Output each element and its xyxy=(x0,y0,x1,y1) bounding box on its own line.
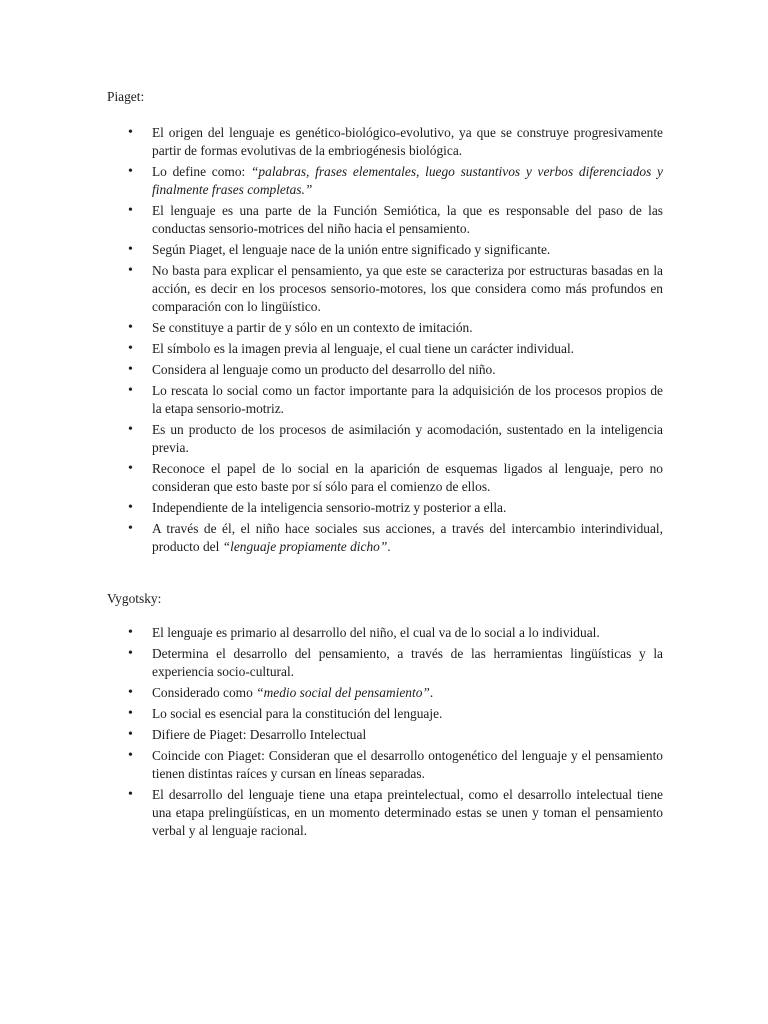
section-title-vygotsky: Vygotsky: xyxy=(107,591,162,606)
list-item: • El origen del lenguaje es genético-biológico-evolutivo, ya que se construye progresivamente partir de formas evolutivas de la embriogénesis biológica. xyxy=(107,124,663,160)
list-item: • Se constituye a partir de y sólo en un contexto de imitación. xyxy=(107,319,663,337)
item-text: Lo define como: xyxy=(152,164,251,179)
list-item: • El símbolo es la imagen previa al lenguaje, el cual tiene un carácter individual. xyxy=(107,340,663,358)
list-item: • Determina el desarrollo del pensamiento, a través de las herramientas lingüísticas y la experiencia socio-cultural. xyxy=(107,645,663,681)
list-item xyxy=(107,520,663,556)
quoted-phrase: “medio social del pensamiento” xyxy=(256,685,430,700)
list-item xyxy=(107,684,663,702)
list-item: • Lo rescata lo social como un factor importante para la adquisición de los procesos propios de la etapa sensorio-motriz. xyxy=(107,382,663,418)
list-item: • Según Piaget, el lenguaje nace de la unión entre significado y significante. xyxy=(107,241,663,259)
vygotsky-list xyxy=(107,624,663,843)
list-item: • El lenguaje es una parte de la Función Semiótica, la que es responsable del paso de las conductas sensorio-motrices del niño hacia el pensamiento. xyxy=(107,202,663,238)
list-item: • Independiente de la inteligencia sensorio-motriz y posterior a ella. xyxy=(107,499,663,517)
list-item: • Coincide con Piaget: Consideran que el desarrollo ontogenético del lenguaje y el pensamiento tienen distintas raíces y cursan en líneas separadas. xyxy=(107,747,663,783)
item-suffix: . xyxy=(429,685,434,700)
list-item: • Difiere de Piaget: Desarrollo Intelectual xyxy=(107,726,663,744)
section-title-piaget: Piaget: xyxy=(107,89,145,104)
list-item: • Considera al lenguaje como un producto del desarrollo del niño. xyxy=(107,361,663,379)
list-item: • Reconoce el papel de lo social en la aparición de esquemas ligados al lenguaje, pero no consideran que esto baste por sí sólo para el comienzo de ellos. xyxy=(107,460,663,496)
item-suffix: . xyxy=(387,539,391,554)
quoted-phrase: “lenguaje propiamente dicho” xyxy=(222,539,388,554)
list-item: • Lo social es esencial para la constitución del lenguaje. xyxy=(107,705,663,723)
list-item: • El desarrollo del lenguaje tiene una etapa preintelectual, como el desarrollo intelectual tiene una etapa prelingüísticas, en un momento determinado estas se unen y toman el pensamiento verbal y al lenguaje racional. xyxy=(107,786,663,840)
list-item: • El lenguaje es primario al desarrollo del niño, el cual va de lo social a lo individual. xyxy=(107,624,663,642)
item-text: Considerado como xyxy=(152,685,257,700)
list-item: • No basta para explicar el pensamiento, ya que este se caracteriza por estructuras basadas en la acción, es decir en los procesos sensorio-motores, los que considera como más profundos en comparación con lo lingüístico. xyxy=(107,262,663,316)
piaget-list xyxy=(107,124,663,559)
quoted-definition: “palabras, frases elementales, luego sustantivos y verbos diferenciados y finalmente frases completas.” xyxy=(152,164,663,197)
list-item xyxy=(107,163,663,199)
item-text: A través de él, el niño hace sociales sus acciones, a través del intercambio interindividual, producto del xyxy=(152,521,663,554)
list-item: • Es un producto de los procesos de asimilación y acomodación, sustentado en la inteligencia previa. xyxy=(107,421,663,457)
